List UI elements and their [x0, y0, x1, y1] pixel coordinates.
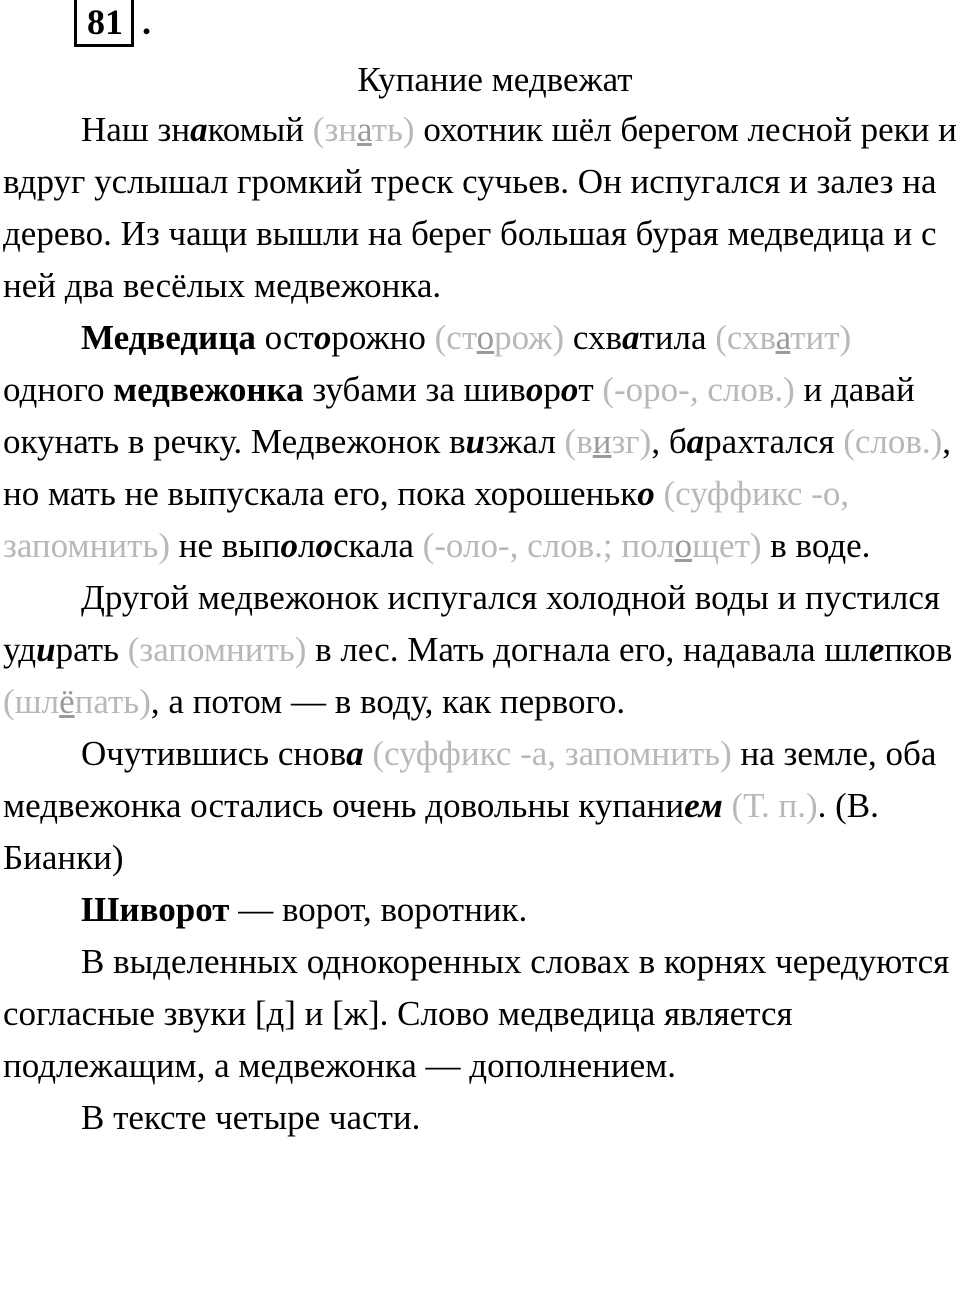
exercise-number-value: 81 — [87, 2, 123, 42]
highlighted-letter: а — [346, 734, 364, 773]
hint: (суффикс -о, запомнить) — [3, 474, 850, 565]
hint: (сторож) — [434, 318, 565, 357]
hint: (-оло-, слов.; полощет) — [422, 526, 762, 565]
text-body — [3, 104, 958, 1144]
highlighted-letter: е — [868, 630, 885, 669]
paragraph-4: Очутившись снова (суффикс -а, запомнить) на земле, оба медвежонка остались очень довольны купанием (Т. п.). (В. Бианки) — [3, 734, 937, 877]
text-run: комый — [207, 110, 313, 149]
hint: (знать) — [312, 110, 415, 149]
highlighted-letter: о — [637, 474, 655, 513]
hint: (Т. п.) — [731, 786, 818, 825]
hint: (суффикс -а, запомнить) — [372, 734, 732, 773]
hint: (-оро-, слов.) — [602, 370, 795, 409]
exercise-number-dot: . — [142, 2, 151, 42]
highlighted-letter: а — [190, 110, 208, 149]
exercise-number — [74, 0, 134, 47]
hint: (запомнить) — [127, 630, 307, 669]
highlighted-letter: а — [621, 318, 640, 357]
paragraph-1 — [3, 104, 958, 312]
paragraph-definition: Шиворот — ворот, воротник. — [81, 890, 528, 929]
hint: (схватит) — [715, 318, 852, 357]
highlighted-letter: а — [686, 422, 705, 461]
highlighted-letter: и — [465, 422, 486, 461]
highlighted-letter: и — [36, 630, 56, 669]
hint: (слов.) — [843, 422, 943, 461]
paragraph-conclusion: В тексте четыре части. — [81, 1098, 421, 1137]
highlighted-letter: о — [560, 370, 579, 409]
hint: (шлёпать) — [3, 682, 151, 721]
paragraph-3: Другой медвежонок испугался холодной воды и пустился удирать (запомнить) в лес. Мать догнала его, надавала шлепков (шлёпать), а потом — в воду, как первого. — [3, 578, 953, 721]
highlighted-letter: о — [525, 370, 544, 409]
text-run: Наш зн — [81, 110, 191, 149]
text-run: охотник шёл берегом лесной реки и вдруг услышал громкий треск сучьев. Он испугался и залез на дерево. Из чащи вышли на берег большая бурая медведица и с ней два весёлых медвежонка. — [3, 110, 957, 305]
paragraph-analysis: В выделенных однокоренных словах в корнях чередуются согласные звуки [д] и [ж]. Слово медведица является подлежащим, а медвежонка — дополнением. — [3, 942, 950, 1085]
paragraph-2: Медведица осторожно (сторож) схватила (схватит) одного медвежонка зубами за шиворот (-оро-, слов.) и давай окунать в речку. Медвежонок визжал (визг), барахтался (слов.), но мать не выпускала его, пока хорошенько (суффикс -о, запомнить) не выполоскала (-оло-, слов.; полощет) в воде. — [3, 318, 952, 565]
bold-word: медвежонка — [113, 370, 304, 409]
highlighted-letter: о — [280, 526, 299, 565]
highlighted-ending: ем — [684, 786, 723, 825]
highlighted-letter: о — [315, 526, 334, 565]
hint: (визг) — [564, 422, 652, 461]
highlighted-letter: о — [313, 318, 332, 357]
bold-word: Медведица — [81, 318, 256, 357]
text-title: Купание медвежат — [357, 60, 633, 99]
bold-word: Шиворот — [81, 890, 230, 929]
